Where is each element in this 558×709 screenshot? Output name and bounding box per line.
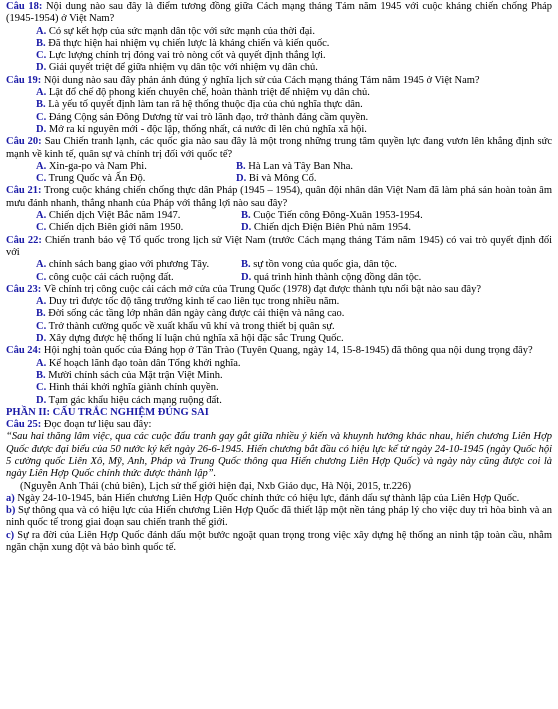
option-c [6, 50, 552, 62]
question-number: Câu 25: [6, 419, 42, 431]
option-text: Đời sống các tầng lớp nhân dân ngày càng được cải thiện và nâng cao. [45, 308, 345, 320]
option-text: Hà Lan và Tây Ban Nha. [245, 160, 354, 172]
statement-text: Sự thông qua và có hiệu lực của Hiến chương Liên Hợp Quốc đã thiết lập một nền tảng pháp lý cho việc duy trì hòa bình và an ninh quốc tế trong giai đoạn sau chiến tranh thế giới. [6, 505, 552, 529]
option-letter: A. [36, 210, 47, 222]
option-c [6, 112, 552, 124]
option-a [6, 358, 552, 370]
option-text: Trở thành cường quốc về xuất khẩu vũ khí và trong thiết bị quân sự. [46, 320, 335, 332]
option-b [6, 99, 552, 111]
question-19 [6, 75, 552, 87]
question-text: Trong cuộc kháng chiến chống thực dân Pháp (1945 – 1954), quân đội nhân dân Việt Nam đã làm phá sản hoàn toàn âm mưu đánh nhanh, thắng nhanh của Pháp với thắng lợi nào sau đây? [6, 185, 552, 209]
option-c [6, 382, 552, 394]
option-a [6, 26, 552, 38]
question-text: Hội nghị toàn quốc của Đảng họp ở Tân Trào (Tuyên Quang, ngày 14, 15-8-1945) đã thông qua nội dung trọng đây? [41, 345, 533, 357]
option-text: Cuộc Tiến công Đông-Xuân 1953-1954. [250, 210, 423, 222]
option-letter: B. [36, 99, 46, 111]
question-number: Câu 20: [6, 136, 42, 148]
option-text: Trung Quốc và Ấn Độ. [46, 173, 146, 185]
question-22 [6, 235, 552, 260]
option-text: Lật đổ chế độ phong kiến chuyên chế, hoàn thành triệt để nhiệm vụ dân chủ. [46, 87, 370, 99]
option-row [6, 210, 552, 222]
option-letter: D. [36, 123, 47, 135]
option-letter: B. [36, 37, 46, 49]
option-letter: A. [36, 87, 47, 99]
option-letter: C. [36, 320, 47, 332]
option-text: Hình thái khởi nghĩa giành chính quyền. [46, 382, 219, 394]
question-text: Nội dung nào sau đây phản ánh đúng ý nghĩa lịch sử của Cách mạng tháng Tám năm 1945 ở Việt Nam? [41, 74, 480, 86]
statement-c [6, 530, 552, 555]
option-text: Kế hoạch lãnh đạo toàn dân Tổng khởi nghĩa. [46, 357, 241, 369]
option-text: Chiến dịch Việt Bắc năm 1947. [46, 210, 181, 222]
option-b [6, 308, 552, 320]
source-citation: (Nguyễn Anh Thái (chủ biên), Lịch sử thế giới hiện đại, Nxb Giáo dục, Hà Nội, 2015, tr.226) [20, 480, 412, 492]
option-text: Giải quyết triệt để giữa nhiệm vụ dân tộc với nhiệm vụ dân chủ. [46, 62, 318, 74]
option-letter: D. [241, 222, 252, 234]
option-text: công cuộc cải cách ruộng đất. [46, 271, 174, 283]
option-b [6, 38, 552, 50]
option-c [6, 321, 552, 333]
question-number: Câu 24: [6, 345, 42, 357]
question-text: Sau Chiến tranh lạnh, các quốc gia nào sau đây là một trong những trung tâm quyền lực đang vươn lên khẳng định sức mạnh về kinh tế, quân sự và chính trị đối với quốc tế? [6, 136, 552, 160]
option-text: Mười chính sách của Mặt trận Việt Minh. [45, 369, 223, 381]
option-text: Đảng Cộng sản Đông Dương từ vai trò lãnh đạo, trở thành đảng cầm quyền. [46, 111, 369, 123]
option-text: Xin-ga-po và Nam Phi. [46, 160, 147, 172]
question-number: Câu 18: [6, 1, 43, 12]
question-text: Về chính trị công cuộc cải cách mở cửa của Trung Quốc (1978) đạt được thành tựu nổi bật nào sau đây? [41, 283, 481, 295]
option-letter: D. [36, 333, 47, 345]
option-text: Là yếu tố quyết định làm tan rã hệ thống thuộc địa của chủ nghĩa thực dân. [45, 99, 363, 111]
option-d [6, 62, 552, 74]
question-number: Câu 22: [6, 234, 42, 246]
option-letter: A. [36, 25, 47, 37]
option-text: Đã thực hiện hai nhiệm vụ chiến lược là kháng chiến và kiến quốc. [45, 37, 330, 49]
option-d [6, 395, 552, 407]
question-text: Nội dung nào sau đây là điểm tương đồng giữa Cách mạng tháng Tám năm 1945 với cuộc kháng chiến chống Pháp (1945-1954) ở Việt Nam? [6, 1, 553, 25]
option-d [6, 333, 552, 345]
option-letter: C. [36, 271, 47, 283]
source-quote: “Sau hai thăng lâm việc, qua các cuộc đấu tranh gay gắt giữa nhiều ý kiến và khuynh hướng khác nhau, hiến chương Liên Hợp Quốc được đại biểu của 50 nước ký kết ngày 26-6-1945. Hiến chương bắt đầu có hiệu lực kể từ ngày 24-10-1945 (ngày Quốc hội 5 cường quốc Liên Xô, Mỹ, Anh, Pháp và Trung Quốc thông qua Hiến chương Liên Hợp Quốc) và ngày này cũng được coi là ngày Liên Hợp Quốc chính thức được thành lập”. [6, 431, 552, 480]
statement-letter: c) [6, 529, 15, 541]
statement-text: Ngày 24-10-1945, bản Hiến chương Liên Hợp Quốc chính thức có hiệu lực, đánh dấu sự thành lập của Liên Hợp Quốc. [14, 492, 520, 504]
option-letter: A. [36, 296, 47, 308]
question-24 [6, 345, 552, 357]
option-letter: B. [241, 210, 251, 222]
option-text: Chiến dịch Biên giới năm 1950. [46, 222, 184, 234]
option-letter: B. [36, 308, 46, 320]
option-letter: A. [36, 259, 47, 271]
option-row [6, 173, 552, 185]
option-letter: D. [236, 173, 247, 185]
question-number: Câu 23: [6, 283, 42, 295]
question-21 [6, 185, 552, 210]
question-text: Đọc đoạn tư liệu sau đây: [41, 419, 152, 431]
option-b [6, 370, 552, 382]
option-row [6, 222, 552, 234]
option-text: Có sự kết hợp của sức mạnh dân tộc với sức mạnh của thời đại. [46, 25, 315, 37]
option-letter: D. [36, 394, 47, 406]
statement-text: Sự ra đời của Liên Hợp Quốc đánh dấu một bước ngoặt quan trọng trong việc xây dựng hệ thống an ninh tập toàn cầu, nhằm ngăn chặn xung đột và bảo bình quốc tế. [6, 529, 552, 554]
option-a [6, 87, 552, 99]
section-heading: PHẦN II: CẤU TRẮC NGHIỆM ĐÚNG SAI [6, 406, 209, 418]
option-row [6, 259, 552, 271]
option-row [6, 272, 552, 284]
question-text: Chiến tranh bảo vệ Tổ quốc trong lịch sử Việt Nam (trước Cách mạng tháng Tám năm 1945) có vai trò quyết định đối với [6, 234, 552, 258]
question-18 [6, 1, 552, 26]
option-text: Mở ra kỉ nguyên mới - độc lập, thống nhất, cả nước đi lên chủ nghĩa xã hội. [46, 123, 367, 135]
option-letter: C. [36, 382, 47, 394]
option-text: Bỉ và Mông Cổ. [246, 173, 317, 185]
option-text: Lực lượng chính trị đóng vai trò nòng cốt và quyết định thắng lợi. [46, 50, 326, 62]
question-20 [6, 136, 552, 161]
option-text: quá trình hình thành cộng đồng dân tộc. [251, 271, 422, 283]
question-25 [6, 419, 552, 431]
question-number: Câu 21: [6, 185, 42, 197]
option-text: Duy trì được tốc độ tăng trưởng kinh tế cao liên tục trong nhiều năm. [46, 296, 340, 308]
option-letter: C. [36, 222, 47, 234]
option-text: sự tồn vong của quốc gia, dân tộc. [250, 259, 397, 271]
option-text: chính sách bang giao với phương Tây. [46, 259, 210, 271]
option-letter: C. [36, 111, 47, 123]
question-23 [6, 284, 552, 296]
option-a [6, 296, 552, 308]
statement-a [6, 493, 552, 505]
statement-letter: b) [6, 505, 16, 517]
statement-b [6, 505, 552, 530]
question-number: Câu 19: [6, 74, 42, 86]
option-text: Xây dựng được hệ thống lí luận chủ nghĩa xã hội đặc sắc Trung Quốc. [46, 333, 344, 345]
option-letter: B. [36, 369, 46, 381]
option-letter: A. [36, 160, 47, 172]
option-letter: D. [241, 271, 252, 283]
option-letter: B. [236, 160, 246, 172]
option-letter: C. [36, 173, 47, 185]
option-letter: C. [36, 50, 47, 62]
option-row [6, 161, 552, 173]
option-letter: B. [241, 259, 251, 271]
option-letter: A. [36, 357, 47, 369]
option-d [6, 124, 552, 136]
statement-letter: a) [6, 492, 15, 504]
option-text: Tạm gác khẩu hiệu cách mạng ruộng đất. [46, 394, 222, 406]
option-letter: D. [36, 62, 47, 74]
option-text: Chiến dịch Điện Biên Phủ năm 1954. [251, 222, 412, 234]
